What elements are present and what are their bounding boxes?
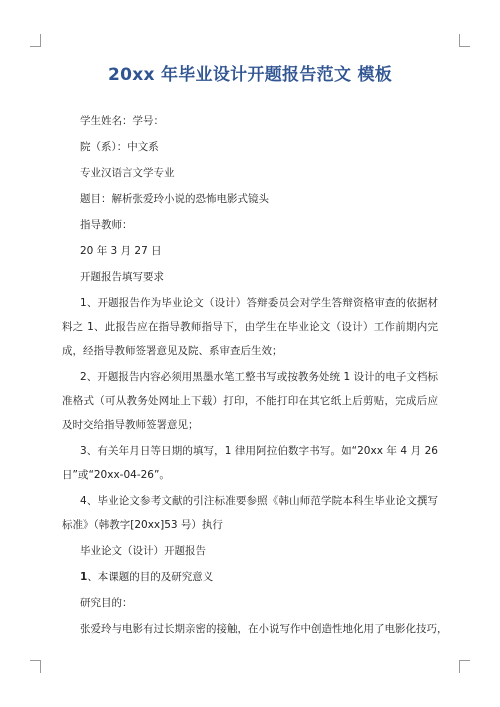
subsection-heading (62, 571, 438, 583)
requirement-1: 1、开题报告作为毕业论文（设计）答辩委员会对学生答辩资格审查的依据材料之 1、此报告应在指导教师指导下，由学生在毕业论文（设计）工作前期内完成，经指导教师签署意见及院、系审查后生效； (62, 297, 438, 357)
topic-line: 题目：解析张爱玲小说的恐怖电影式镜头 (80, 193, 269, 205)
department-line: 院（系）：中文系 (80, 141, 159, 153)
research-text: 张爱玲与电影有过长期亲密的接触，在小说写作中创造性地化用了电影化技巧， (80, 623, 448, 635)
date-line: 20 年 3 月 27 日 (80, 245, 162, 257)
document-page (62, 60, 448, 649)
document-title: 20xx 年毕业设计开题报告范文 模板 (107, 65, 393, 85)
crop-mark-top-left (30, 34, 41, 47)
requirements-heading: 开题报告填写要求 (80, 271, 164, 283)
report-section-heading: 毕业论文（设计）开题报告 (80, 545, 206, 557)
crop-mark-bottom-left (30, 660, 41, 673)
crop-mark-bottom-right (459, 660, 470, 673)
subsection-number: 1 (80, 571, 88, 583)
major-line: 专业汉语言文学专业 (80, 167, 175, 179)
student-name-line: 学生姓名：学号： (80, 115, 164, 127)
requirement-4: 4、毕业论文参考文献的引注标准要参照《韩山师范学院本科生毕业论文撰写标准》（韩教字[20xx]53 号）执行 (62, 495, 438, 531)
advisor-line: 指导教师： (80, 219, 133, 231)
research-purpose-label: 研究目的： (80, 597, 133, 609)
subsection-title: 、本课题的目的及研究意义 (87, 571, 214, 583)
requirement-2: 2、开题报告内容必须用黑墨水笔工整书写或按教务处统 1 设计的电子文档标准格式（可从教务处网址上下载）打印，不能打印在其它纸上后剪贴，完成后应及时交给指导教师签署意见； (62, 371, 438, 431)
crop-mark-top-right (459, 34, 470, 47)
requirement-3: 3、有关年月日等日期的填写，1 律用阿拉伯数字书写。如“20xx 年 4 月 26 日”或“20xx-04-26”。 (62, 445, 438, 481)
